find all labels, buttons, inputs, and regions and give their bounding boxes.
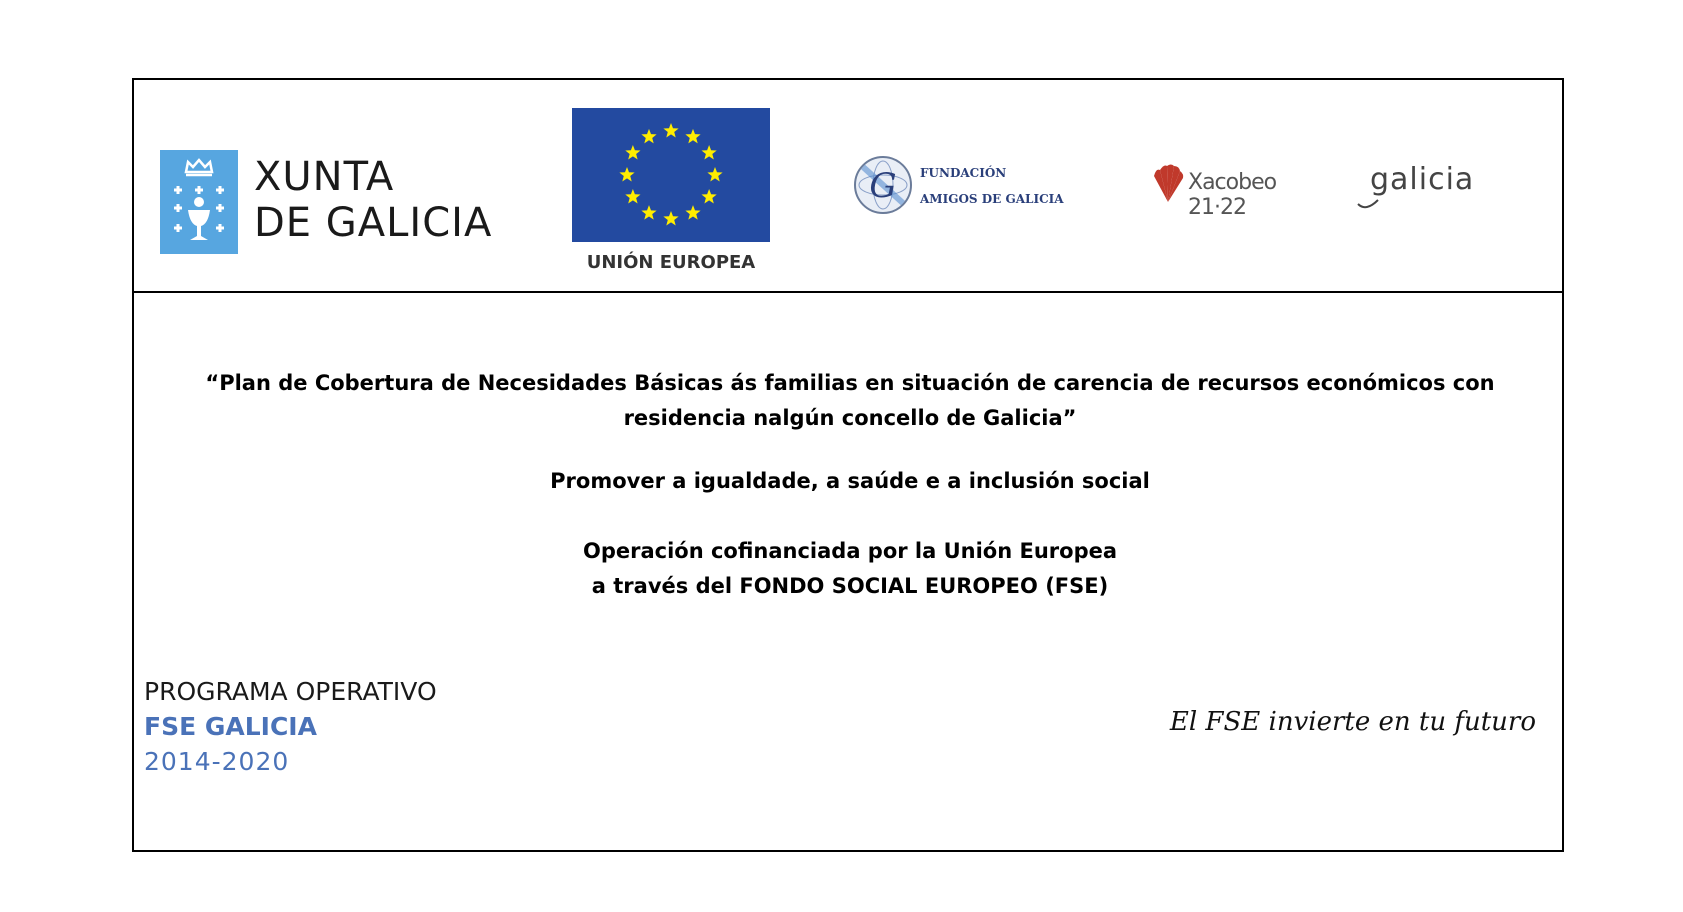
xunta-line2: DE GALICIA (254, 200, 493, 246)
eu-flag-icon (572, 108, 770, 242)
eu-star-icon (685, 205, 700, 219)
operation-line1: Operación cofinanciada por la Unión Europea (582, 539, 1118, 563)
fse-motto: El FSE invierte en tu futuro (1169, 707, 1536, 737)
eu-star-icon (641, 129, 656, 143)
header-divider (134, 291, 1562, 293)
galicia-swoosh-icon (1356, 192, 1396, 212)
xunta-de-galicia-logo (160, 150, 500, 254)
fundacion-line2: AMIGOS DE GALICIA (920, 192, 1064, 206)
xacobeo-logo (1150, 162, 1320, 220)
eu-star-icon (685, 129, 700, 143)
eu-star-icon (702, 189, 717, 203)
union-europea-logo (572, 108, 770, 278)
xunta-line1: XUNTA (254, 154, 395, 200)
eu-star-icon (702, 145, 717, 159)
xacobeo-wordmark: Xacobeo 21·22 (1188, 170, 1277, 220)
eu-star-icon (619, 167, 634, 181)
eu-star-icon (663, 211, 678, 225)
eu-star-icon (663, 123, 678, 137)
eu-label: UNIÓN EUROPEA (586, 252, 756, 273)
programa-line2: FSE GALICIA (144, 712, 317, 741)
programa-line1: PROGRAMA OPERATIVO (144, 677, 437, 706)
xunta-wordmark (254, 154, 492, 246)
fundacion-letter: G (869, 166, 897, 206)
galicia-logo (1356, 160, 1496, 210)
operation-line2: a través del FONDO SOCIAL EUROPEO (FSE) (591, 574, 1109, 598)
fundacion-line1: FUNDACIÓN (920, 166, 1007, 180)
programa-operativo-block (144, 674, 437, 779)
xunta-shield-icon (160, 150, 238, 254)
programa-line3: 2014-2020 (144, 747, 290, 776)
fundacion-globe-icon (854, 156, 912, 214)
plan-goal: Promover a igualdade, a saúde e a inclusión social (550, 469, 1150, 493)
eu-star-icon (625, 145, 640, 159)
fundacion-name (920, 160, 1064, 212)
cofinancing-statement (134, 534, 1566, 604)
galicia-wordmark: galicia (1370, 162, 1475, 197)
poster-frame (132, 78, 1564, 852)
scallop-shell-icon (1150, 162, 1188, 206)
eu-star-icon (641, 205, 656, 219)
fundacion-amigos-de-galicia-logo (854, 154, 1064, 218)
plan-title: “Plan de Cobertura de Necesidades Básicas ás familias en situación de carencia de recursos económicos con residencia nalgún concello de Galicia” (205, 371, 1495, 430)
eu-star-icon (707, 167, 722, 181)
eu-star-icon (625, 189, 640, 203)
